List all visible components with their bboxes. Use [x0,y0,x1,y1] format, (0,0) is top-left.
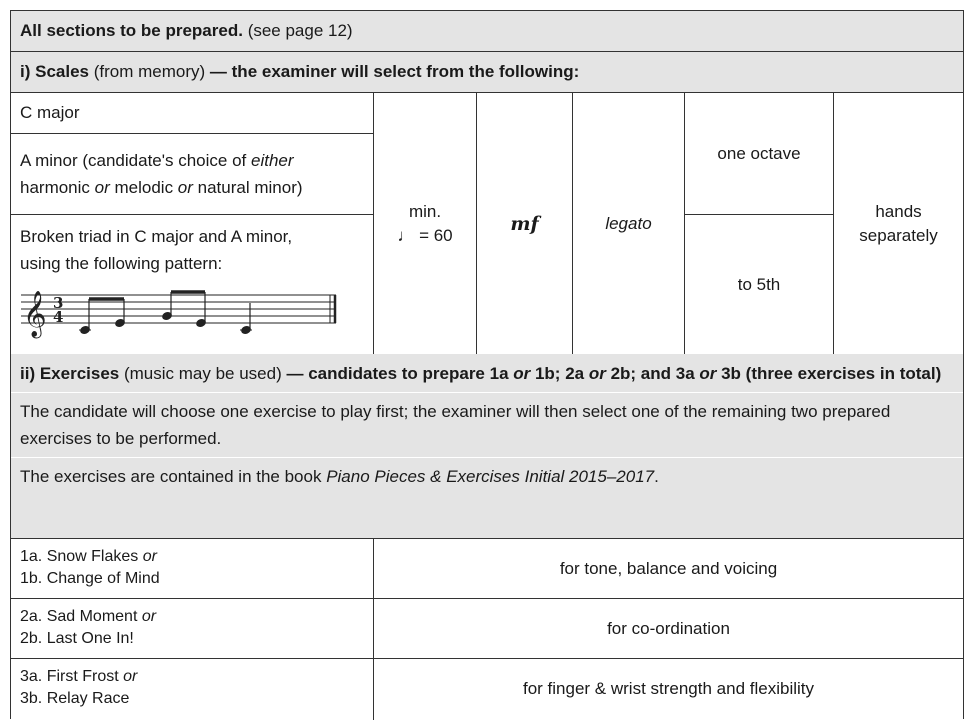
exercise-purpose: for finger & wrist strength and flexibility [522,679,814,698]
triad-line1: Broken triad in C major and A minor, [20,227,293,246]
scale-c-major [11,93,373,133]
exercise-names [20,666,137,710]
exercises-instructions: The candidate will choose one exercise to play first; the examiner will then select one of the remaining two prepared exercises to be performed. [20,402,891,448]
text: The exercises are contained in the book [20,467,327,486]
divider [11,457,963,458]
tempo-line1: min. [408,201,442,221]
text: or [123,668,138,685]
text: or [142,548,157,565]
exercise-purpose: for co-ordination [607,619,730,638]
exercises-heading-title: ii) Exercises [20,364,120,383]
exercise-3a: 3a. First Frost [20,668,124,685]
hands-line1: hands [875,201,922,221]
range-octave-label: one octave [717,143,801,163]
exercises-header [11,354,963,539]
range-fifth-label: to 5th [737,274,781,294]
exercises-heading-tail [287,364,942,383]
triad-line2: using the following pattern: [20,254,223,273]
articulation-label: legato [605,213,652,233]
exercise-1b: 1b. Change of Mind [20,570,160,587]
text: A minor (candidate's choice of [20,151,251,170]
book-title: Piano Pieces & Exercises Initial 2015–2017 [326,467,655,486]
scales-heading: i) Scales [20,62,89,81]
scale-c-major-label: C major [20,103,80,122]
hands-cell [834,93,963,354]
exercises-heading [20,360,954,387]
scale-a-minor-line1 [20,147,373,174]
exercise-3b: 3b. Relay Race [20,690,130,707]
table-row [11,599,963,659]
time-sig-top: 3 [53,294,64,312]
text: natural minor) [192,178,303,197]
text: or [94,178,110,197]
scales-heading-tail: — the examiner will select from the following: [209,62,580,81]
scale-broken-triad [11,215,373,354]
exercise-names [20,546,160,590]
exercise-purpose: for tone, balance and voicing [559,559,778,578]
text: — candidates to prepare 1a [286,364,514,383]
exercise-1a: 1a. Snow Flakes [20,548,143,565]
requirements-table [10,10,964,719]
text: 1b; 2a [530,364,589,383]
text: or [141,608,157,625]
exercise-2a: 2a. Sad Moment [20,608,142,625]
exercises-heading-note: (music may be used) [123,364,282,383]
table-row [11,659,963,719]
tempo-cell [374,93,476,354]
exercises-book-note [20,463,954,490]
articulation-cell [573,93,684,354]
divider [11,392,963,393]
treble-clef-icon: 𝄞 [23,291,47,337]
exercise-2b: 2b. Last One In! [20,630,134,647]
section-note: (see page 12) [247,21,353,40]
text: . [654,467,659,486]
text: melodic [109,178,178,197]
dynamic-marking: mf [510,212,539,235]
section-title: All sections to be prepared. [20,21,243,40]
scale-a-minor [11,134,373,214]
text: or [513,364,531,383]
text: or [177,178,193,197]
text: 2b; and 3a [605,364,700,383]
exercises-table [11,539,963,720]
scales-heading-note: (from memory) [93,62,206,81]
text: or [588,364,606,383]
range-octave-cell [685,93,833,214]
time-sig-bottom: 4 [53,308,64,326]
triad-pattern-staff [21,283,351,343]
table-row [11,539,963,599]
text: harmonic [20,178,95,197]
range-fifth-cell [685,215,833,354]
tempo-line2: ♩ = 60 [397,225,453,245]
hands-line2: separately [859,225,938,245]
scale-a-minor-line2 [20,174,373,201]
text: 3b (three exercises in total) [716,364,942,383]
exercise-names [20,606,156,650]
text: or [699,364,717,383]
section-header [11,11,963,52]
scales-header [11,52,963,93]
scales-grid [11,93,963,355]
text: either [250,151,294,170]
dynamic-cell [477,93,572,354]
